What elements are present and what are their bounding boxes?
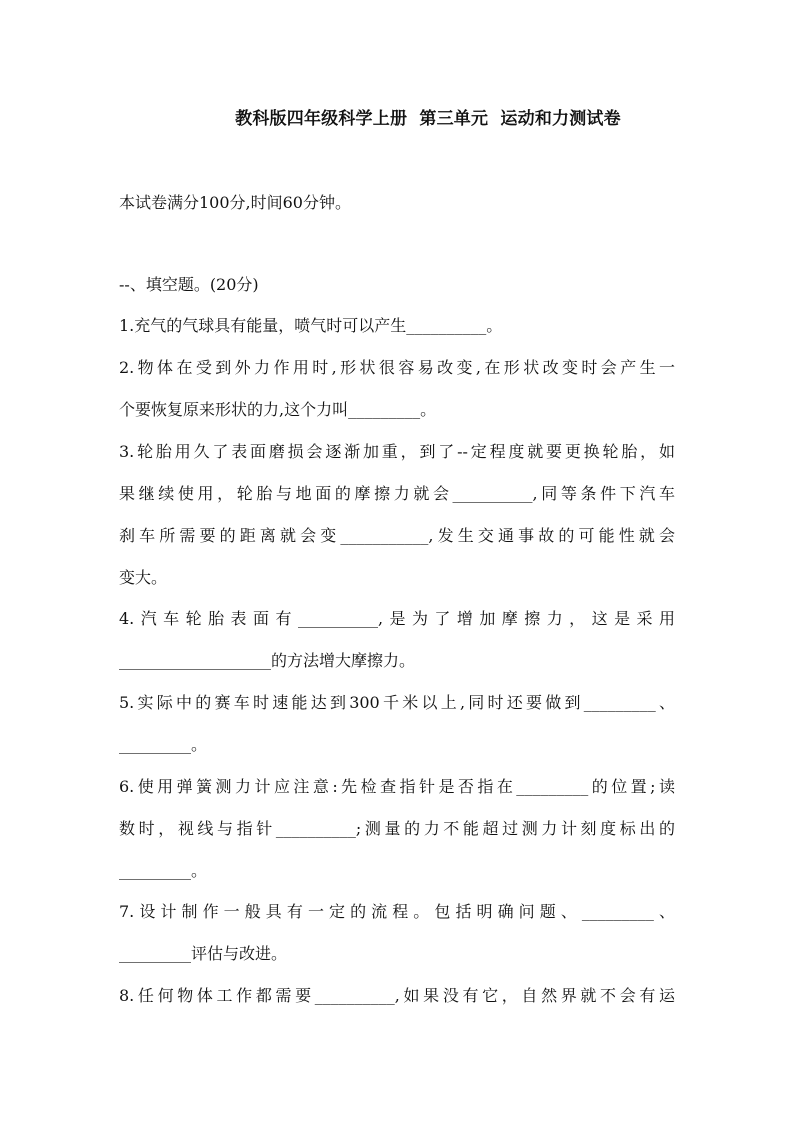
question-line: 3.轮胎用久了表面磨损会逐渐加重，到了--定程度就要更换轮胎，如 [119,442,675,461]
question-line: _________。 [119,861,208,880]
question-line: 6.使用弹簧测力计应注意:先检查指针是否指在_________的位置;读 [119,777,675,796]
question-line: 刹车所需要的距离就会变___________,发生交通事故的可能性就会 [119,526,675,545]
question-line: ___________________的方法增大摩擦力。 [119,651,416,670]
question-line: 1.充气的气球具有能量，喷气时可以产生__________。 [119,316,503,335]
question-line: 2.物体在受到外力作用时,形状很容易改变,在形状改变时会产生一 [119,358,675,377]
question-line: _________。 [119,735,208,754]
question-line: 4.汽车轮胎表面有__________,是为了增加摩擦力，这是采用 [119,609,675,628]
question-line: 个要恢复原来形状的力,这个力叫_________。 [119,400,437,419]
document-title: 教科版四年级科学上册 第三单元 运动和力测试卷 [235,109,621,129]
question-line: 果继续使用，轮胎与地面的摩擦力就会__________,同等条件下汽车 [119,484,675,503]
question-line: _________评估与改进。 [119,944,288,963]
question-line: 变大。 [119,568,168,587]
exam-intro: 本试卷满分100分,时间60分钟。 [119,193,351,212]
question-line: 5.实际中的赛车时速能达到300千米以上,同时还要做到_________、 [119,693,675,712]
question-line: 7.设计制作一般具有一定的流程。包括明确问题、_________、 [119,902,675,921]
question-line: 数时，视线与指针__________;测量的力不能超过测力计刻度标出的 [119,819,675,838]
question-line: 8.任何物体工作都需要__________,如果没有它，自然界就不会有运 [119,986,675,1005]
section-heading: --、填空题。(20分) [119,275,259,294]
